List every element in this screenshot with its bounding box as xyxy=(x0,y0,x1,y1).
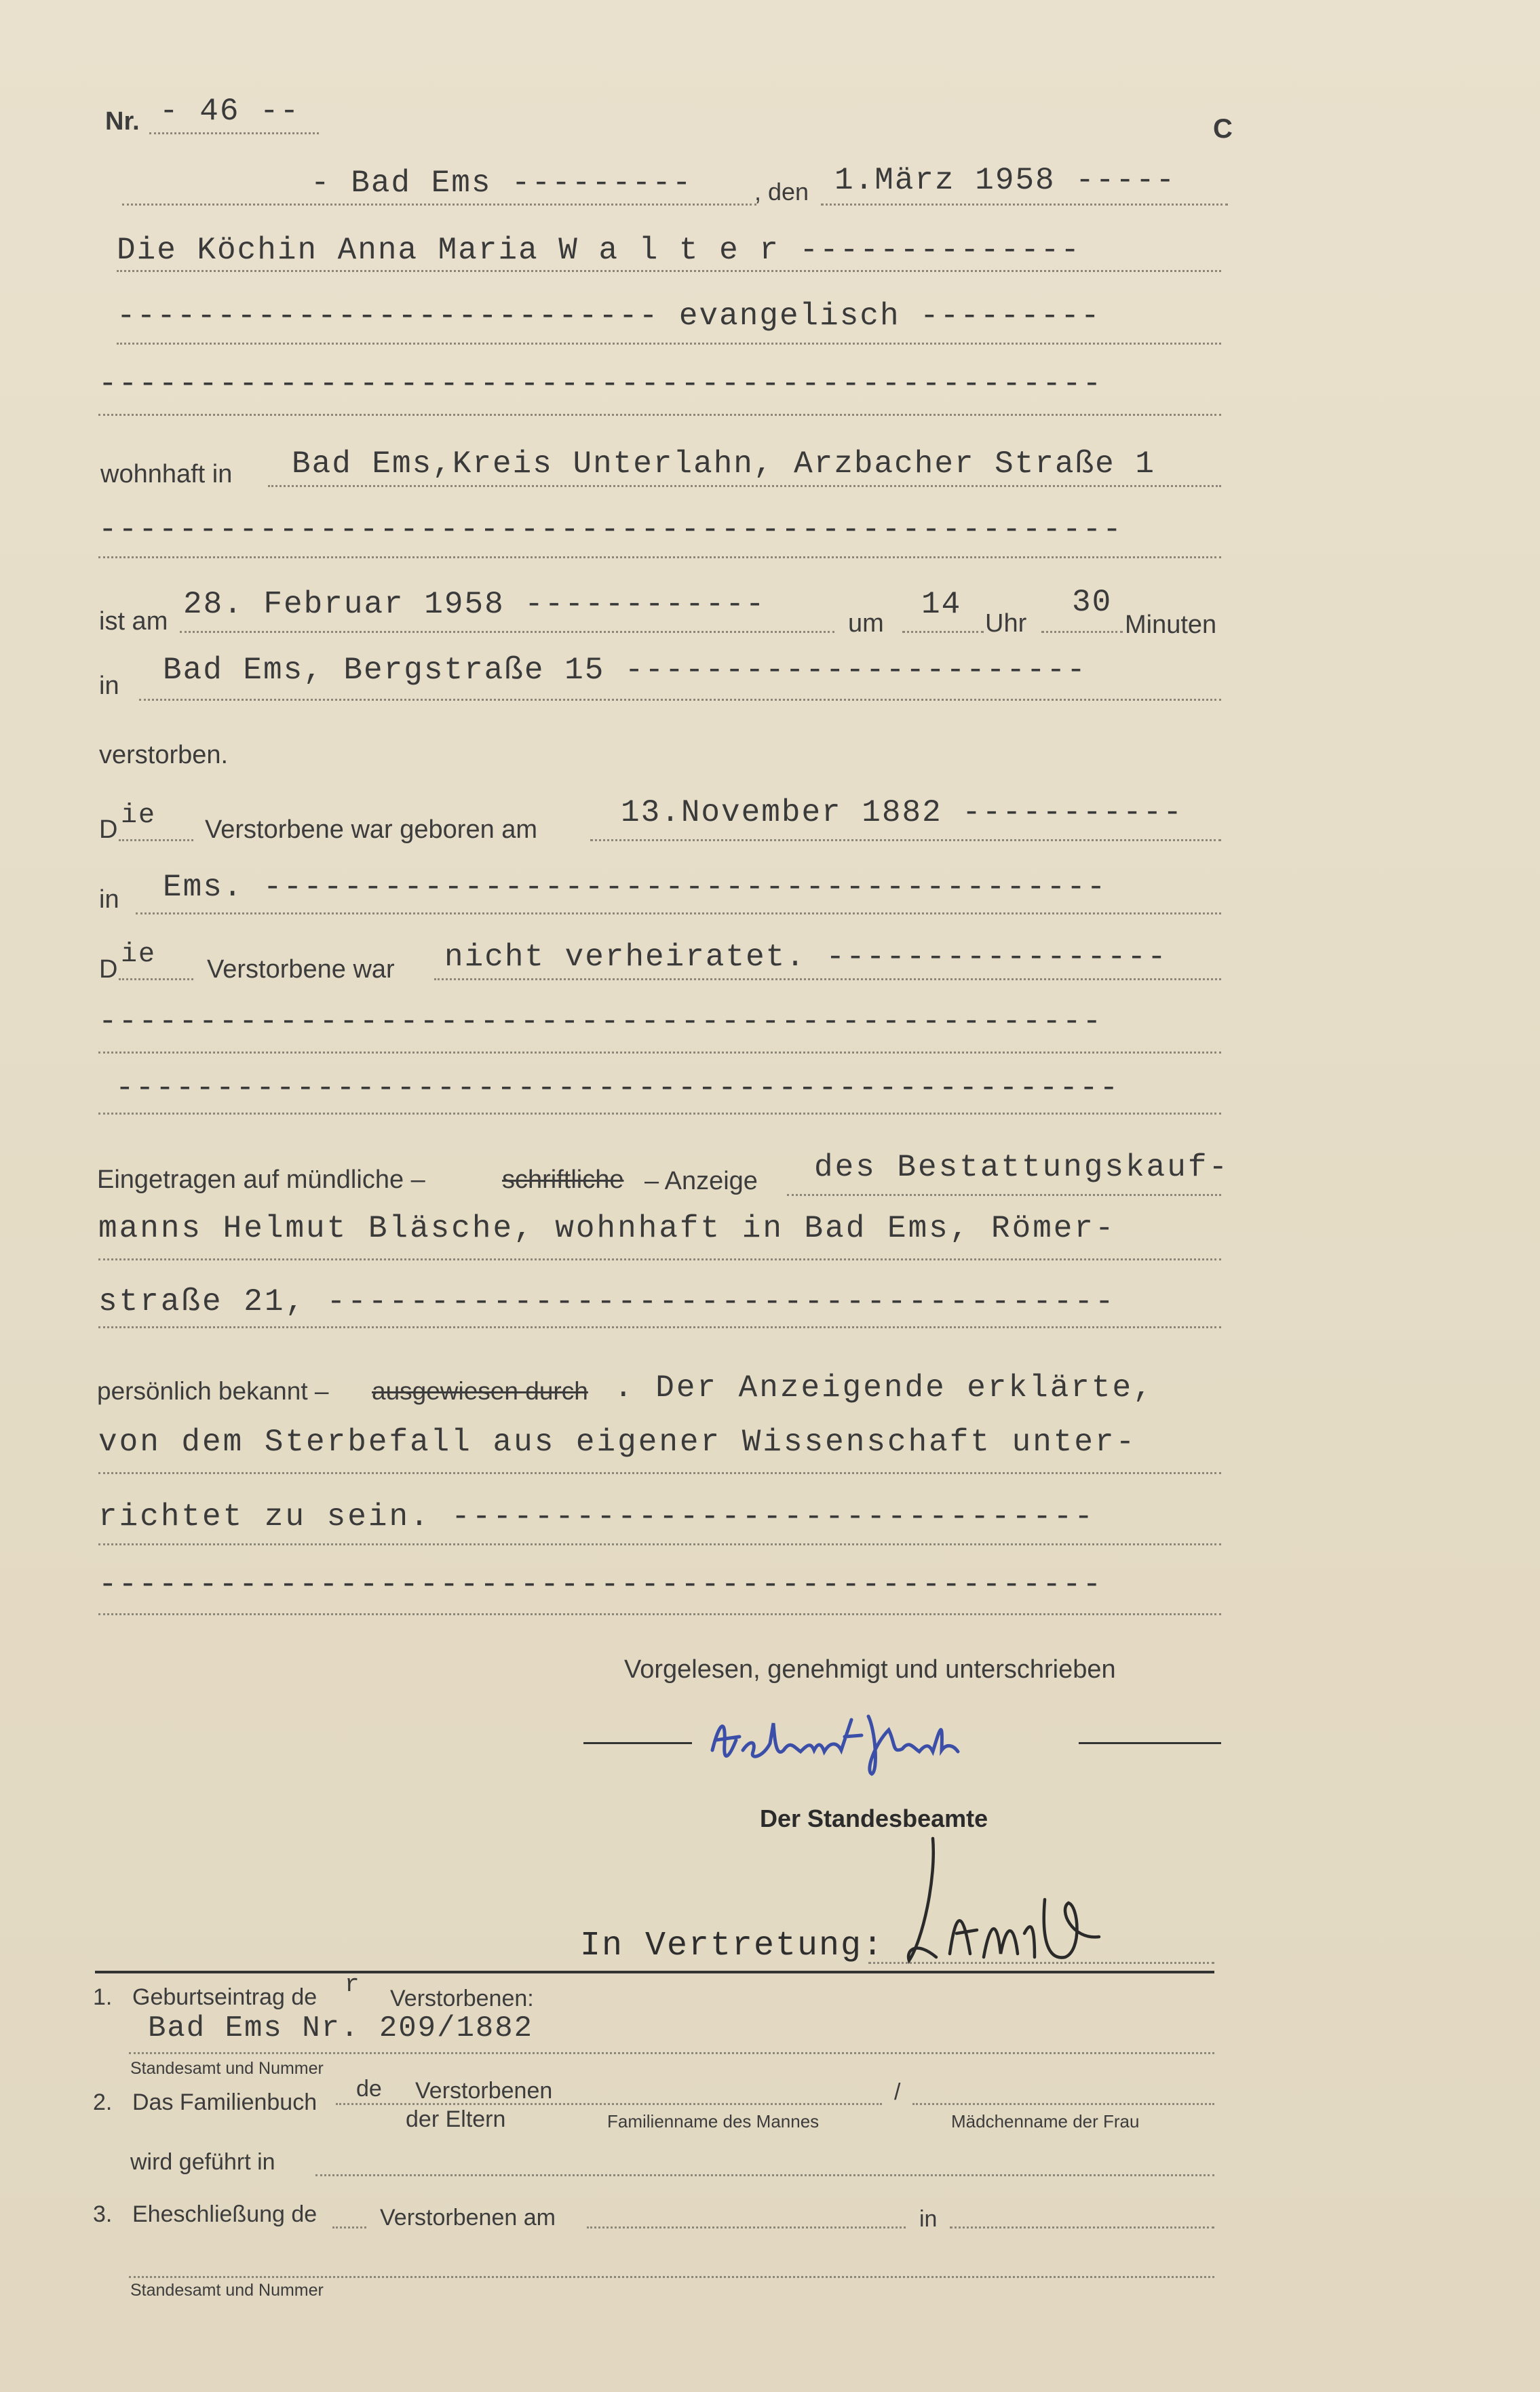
item3-place-line xyxy=(950,2226,1214,2229)
registration-label-1: Eingetragen auf mündliche – xyxy=(97,1165,425,1194)
item1-value: Bad Ems Nr. 209/1882 xyxy=(148,2011,534,2045)
footer-divider xyxy=(95,1971,1214,1973)
item3-de-line xyxy=(332,2226,366,2229)
birth-in-label: in xyxy=(99,885,119,914)
item1-caption: Standesamt und Nummer xyxy=(130,2059,324,2078)
death-in-label: in xyxy=(99,672,119,700)
item2-label: Das Familienbuch xyxy=(132,2089,317,2115)
informant-signature xyxy=(706,1703,1065,1777)
signature-dash-right xyxy=(1079,1742,1221,1744)
item2-de: de xyxy=(356,2076,382,2102)
name-line: Die Köchin Anna Maria W a l t e r -------------- xyxy=(117,233,1081,268)
item3-line xyxy=(129,2276,1214,2278)
registrar-signature xyxy=(896,1825,1167,1971)
marital-line2: -------------------------------------------------- xyxy=(98,1004,1103,1039)
item1-label: Geburtseintrag de xyxy=(132,1984,317,2010)
identity-value-3: richtet zu sein. ------------------------------- xyxy=(98,1499,1096,1535)
read-approved-label: Vorgelesen, genehmigt und unterschrieben xyxy=(624,1655,1116,1684)
religion-line: --------------------------- evangelisch --------- xyxy=(117,298,1101,334)
death-place-line xyxy=(139,699,1221,701)
residence-dotline xyxy=(268,485,1221,487)
marital-die-line xyxy=(119,978,193,980)
minutes-line xyxy=(1041,631,1123,633)
birth-die-prefix: D xyxy=(99,815,118,844)
registration-line-1 xyxy=(787,1194,1221,1196)
item2-caption-wife: Mädchenname der Frau xyxy=(951,2111,1140,2131)
residence-dotline2 xyxy=(98,556,1221,558)
identity-value-4: -------------------------------------------------- xyxy=(98,1567,1103,1602)
blank-line: -------------------------------------------------- xyxy=(98,366,1103,402)
birth-die-line xyxy=(119,839,193,841)
residence-value: Bad Ems,Kreis Unterlahn, Arzbacher Straße 1 xyxy=(292,446,1155,482)
marital-line xyxy=(434,978,1221,980)
item1-line xyxy=(129,2052,1214,2054)
place-line xyxy=(122,204,756,206)
item2-line-right xyxy=(912,2103,1214,2105)
item2-caption-husband: Familienname des Mannes xyxy=(607,2111,820,2131)
registration-value-1: des Bestattungskauf- xyxy=(814,1150,1230,1185)
marital-label: Verstorbene war xyxy=(207,955,395,984)
vertretung-label: In Vertretung: xyxy=(580,1927,885,1965)
marital-line3: -------------------------------------------------- xyxy=(115,1070,1120,1106)
item2-gefuehrt: wird geführt in xyxy=(130,2149,275,2175)
marital-die-suffix: ie xyxy=(121,940,157,970)
item2-eltern: der Eltern xyxy=(406,2106,506,2132)
marital-dotline3 xyxy=(98,1113,1221,1115)
item2-line xyxy=(336,2103,882,2105)
residence-label: wohnhaft in xyxy=(100,460,233,488)
birth-date: 13.November 1882 ----------- xyxy=(621,795,1183,830)
identity-value-1: . Der Anzeigende erklärte, xyxy=(614,1370,1154,1406)
signature-dash-left xyxy=(583,1742,692,1744)
birth-date-line xyxy=(590,839,1221,841)
registration-struck: schriftliche xyxy=(502,1165,624,1194)
birth-die-suffix: ie xyxy=(121,800,157,831)
item3-in: in xyxy=(919,2206,938,2232)
nr-value: - 46 -- xyxy=(159,94,301,129)
item3-date-line xyxy=(587,2226,906,2229)
record-date: 1.März 1958 ----- xyxy=(834,163,1176,198)
death-hour: 14 xyxy=(921,587,962,622)
item3-label2: Verstorbenen am xyxy=(380,2205,556,2231)
hour-line xyxy=(902,631,984,633)
registration-line-2 xyxy=(98,1258,1221,1260)
death-place: Bad Ems, Bergstraße 15 ----------------------- xyxy=(163,653,1087,688)
item1-superscript: r xyxy=(345,1971,361,1999)
identity-line-3 xyxy=(98,1543,1221,1545)
nr-line xyxy=(149,132,319,134)
death-minutes: 30 xyxy=(1072,585,1113,620)
identity-line-4 xyxy=(98,1613,1221,1615)
place: - Bad Ems --------- xyxy=(311,166,693,201)
registration-value-2: manns Helmut Bläsche, wohnhaft in Bad Ems, Römer- xyxy=(98,1211,1116,1246)
religion-dotline xyxy=(117,343,1221,345)
birth-place-line xyxy=(136,912,1221,914)
residence-line2: --------------------------------------------------- xyxy=(98,512,1123,547)
registrar-label: Der Standesbeamte xyxy=(760,1805,988,1832)
item3-caption: Standesamt und Nummer xyxy=(130,2281,324,2300)
item2-gefuehrt-line xyxy=(315,2174,1214,2176)
nr-label: Nr. xyxy=(105,107,140,136)
item2-verstorbenen: Verstorbenen xyxy=(415,2078,553,2104)
den-label: , den xyxy=(754,178,809,206)
marital-dotline2 xyxy=(98,1052,1221,1054)
item1-number: 1. xyxy=(93,1984,113,2010)
item3-label: Eheschließung de xyxy=(132,2201,317,2227)
um-label: um xyxy=(848,609,884,638)
uhr-label: Uhr xyxy=(985,609,1027,638)
date-line xyxy=(821,204,1228,206)
blank-dotline xyxy=(98,414,1221,416)
corner-letter: C xyxy=(1213,114,1233,144)
verstorben-label: verstorben. xyxy=(99,741,229,769)
ist-am-label: ist am xyxy=(99,607,168,636)
birth-place: Ems. ------------------------------------------ xyxy=(163,870,1107,905)
death-date: 28. Februar 1958 ------------ xyxy=(183,587,766,622)
marital-die-prefix: D xyxy=(99,955,118,984)
item1-label2: Verstorbenen: xyxy=(390,1986,534,2011)
registration-value-3: straße 21, -------------------------------------- xyxy=(98,1284,1116,1319)
item2-number: 2. xyxy=(93,2089,113,2115)
death-date-line xyxy=(180,631,834,633)
identity-value-2: von dem Sterbefall aus eigener Wissenschaft unter- xyxy=(98,1425,1137,1460)
name-dotline xyxy=(117,270,1221,272)
marital-value: nicht verheiratet. ----------------- xyxy=(444,940,1168,975)
item2-slash: / xyxy=(894,2079,901,2105)
item3-number: 3. xyxy=(93,2201,113,2227)
identity-struck: ausgewiesen durch xyxy=(372,1377,588,1405)
birth-label: Verstorbene war geboren am xyxy=(205,815,538,844)
identity-line-2 xyxy=(98,1472,1221,1474)
identity-label: persönlich bekannt – xyxy=(97,1377,329,1405)
registration-label-2: – Anzeige xyxy=(644,1167,758,1195)
minuten-label: Minuten xyxy=(1125,611,1217,639)
registration-line-3 xyxy=(98,1326,1221,1328)
